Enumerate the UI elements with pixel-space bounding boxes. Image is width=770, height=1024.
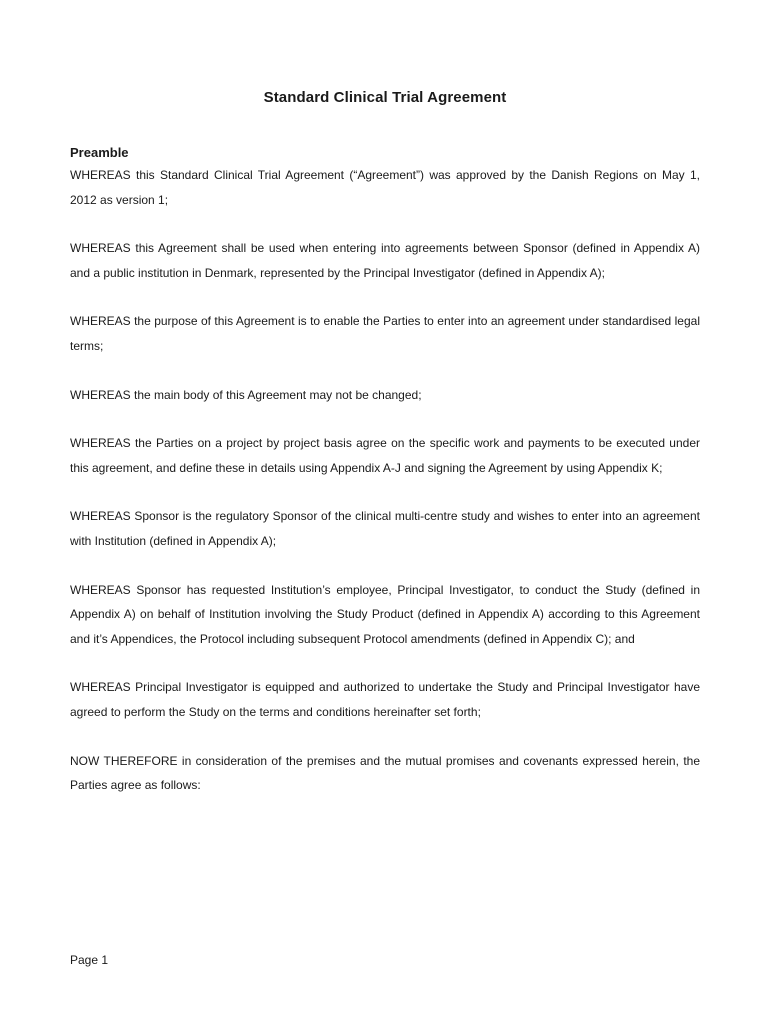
paragraph-whereas-equipped: WHEREAS Principal Investigator is equipped and authorized to undertake the Study and Principal Investigator have agreed to perform the Study on the terms and conditions hereinafter set forth; [70,680,700,719]
paragraph-whereas-unchanged: WHEREAS the main body of this Agreement may not be changed; [70,387,422,402]
paragraph-whereas-usage: WHEREAS this Agreement shall be used when entering into agreements between Sponsor (defined in Appendix A) and a public institution in Denmark, represented by the Principal Investigator (defined in Appendix A); [70,241,700,280]
page-number: Page 1 [70,953,109,967]
paragraph-whereas-sponsor: WHEREAS Sponsor is the regulatory Sponsor of the clinical multi-centre study and wishes to enter into an agreement with Institution (defined in Appendix A); [70,509,700,548]
paragraph-whereas-purpose: WHEREAS the purpose of this Agreement is to enable the Parties to enter into an agreement under standardised legal terms; [70,314,700,353]
paragraph-whereas-request: WHEREAS Sponsor has requested Institution’s employee, Principal Investigator, to conduct the Study (defined in Appendix A) on behalf of Institution involving the Study Product (defined in Appendix A) according to this Agreement and it’s Appendices, the Protocol including subsequent Protocol amendments (defined in Appendix C); and [70,582,700,646]
document-body [70,143,700,822]
paragraph-now-therefore: NOW THEREFORE in consideration of the premises and the mutual promises and covenants expressed herein, the Parties agree as follows: [70,753,700,793]
paragraph-whereas-approval: WHEREAS this Standard Clinical Trial Agreement (“Agreement”) was approved by the Danish Regions on May 1, 2012 as version 1; [70,168,700,207]
document-title: Standard Clinical Trial Agreement [263,89,507,106]
paragraph-whereas-project-basis: WHEREAS the Parties on a project by project basis agree on the specific work and payments to be executed under this agreement, and define these in details using Appendix A-J and signing the Agreement by using Appendix K; [70,436,700,475]
preamble-heading: Preamble [70,145,129,160]
